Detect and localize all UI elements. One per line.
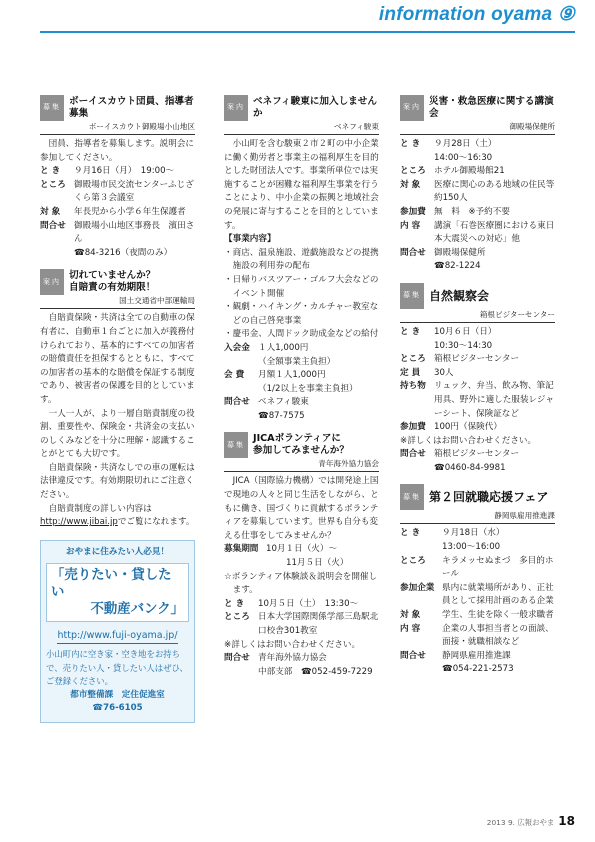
list-item: ・商店、温泉施設、遊戯施設などの提携施設の利用券の配布 (224, 247, 379, 272)
label-contact: 問合せ (224, 397, 250, 408)
value-contact: 箱根ビジターセンター (434, 449, 520, 460)
label-fee: 入会金 (224, 342, 250, 353)
article-header (40, 95, 195, 121)
value-when: 10月６日（日） (434, 326, 497, 337)
value-fee: １人1,000円 (258, 342, 309, 353)
article-title: 切れていませんか？ 自賠責の有効期限！ (69, 270, 156, 294)
footer-issue: 2013 9. 広報おやま (486, 818, 555, 827)
paragraph: 一人一人が、より一層自賠責制度の役割、重要性や、保険金・共済金の支払いのしくみなどを十分に理解・認識することがとても大切です。 (40, 408, 195, 460)
value-where: 日本大学国際関係学部三島駅北口校舎301教室 (258, 612, 379, 636)
value-when: ９月28日（土） (434, 139, 497, 149)
value-when: 10月５日（土） 13:30～ (258, 598, 359, 609)
category-tag: 案内 (400, 95, 424, 121)
column-middle (224, 95, 379, 688)
article-title: 災害・救急医療に関する講演会 (429, 96, 554, 119)
label-fee: 参加費 (400, 422, 426, 433)
value-period: 10月１日（火）～ (266, 544, 338, 555)
value-dues: 月額１人1,000円 (258, 370, 326, 381)
article-title: ベネフィ駿東に加入しませんか (253, 96, 377, 119)
article-organization: 静岡県雇用推進課 (400, 510, 555, 524)
paragraph-tail: でご覧になれます。 (117, 517, 195, 528)
value-contact: 御殿場保健所 (434, 247, 486, 258)
article-header (400, 484, 555, 510)
paragraph: 自賠責保険・共済は全ての自動車の保有者に、自動車１台ごとに加入が義務付けられており、基本的にすべての加害者の賠償責任を担保するとともに、すべての加害者の基本的な賠償を保証する制度であり、被害者の保護を目的としています。 (40, 313, 195, 405)
label-contact: 問合せ (40, 220, 66, 231)
paragraph: 自賠責制度の詳しい内容は (48, 503, 152, 514)
label-companies: 参加企業 (400, 582, 435, 593)
page-number: 18 (558, 814, 575, 828)
label-contact: 問合せ (400, 247, 426, 258)
value-target: 年長児から小学６年生保護者 (74, 206, 186, 217)
category-tag: 案内 (224, 95, 248, 121)
value-phone: ☎84-3216（夜間のみ） (74, 247, 173, 258)
article-jibai (40, 269, 195, 530)
article-organization: 国土交通省中部運輸局 (40, 295, 195, 309)
note: ※詳しくはお問い合わせください。 (400, 435, 537, 446)
list-item: ・慶弔金、人間ドック助成金などの給付 (224, 329, 379, 340)
article-intro: JICA（国際協力機構）では開発途上国で現地の人々と同じ生活をしながら、ともに働き、国づくりに貢献するボランティアを募集しています。世界も自分も変える仕事をしてみませんか？ (224, 476, 379, 541)
value-bring: リュック、弁当、飲み物、筆記用具、野外に適した服装レジャーシート、保険証など (434, 381, 554, 419)
article-header (400, 283, 555, 309)
note: ※詳しくはお問い合わせください。 (224, 639, 361, 650)
label-target: 対 象 (400, 179, 421, 190)
article-boy-scout (40, 95, 195, 260)
value-time: 13:00～16:00 (442, 542, 501, 553)
value-time: 14:00～16:30 (434, 152, 493, 163)
label-when: と き (40, 166, 61, 177)
value-when: ９月18日（水） (442, 528, 505, 539)
label-contact: 問合せ (400, 449, 426, 460)
article-header (224, 95, 379, 121)
value-companies: 県内に就業場所があり、正社員として採用計画のある企業 (442, 582, 554, 607)
value-target: 学生、生徒を除く一般求職者 (442, 610, 554, 621)
label-contact: 問合せ (224, 653, 250, 664)
section-heading: 【事業内容】 (224, 234, 276, 245)
promo-real-estate-bank (40, 540, 195, 723)
value-phone: ☎0460-84-9981 (434, 462, 506, 473)
label-target: 対 象 (400, 610, 421, 621)
article-job-fair (400, 484, 555, 677)
article-title: 第２回就職応援フェア (429, 490, 549, 505)
value-where: 箱根ビジターセンター (434, 354, 520, 365)
article-title: JICAボランティアに 参加してみませんか？ (253, 433, 349, 457)
label-content: 内 容 (400, 220, 421, 231)
article-header (224, 432, 379, 458)
value-period-end: 11月５日（火） (286, 558, 349, 569)
column-left (40, 95, 195, 723)
promo-department: 都市整備課 定住促進室 (70, 689, 165, 700)
value-contact: 青年海外協力協会 (258, 653, 327, 664)
promo-heading: おやまに住みたい人必見！ (65, 546, 170, 557)
article-intro: 団員、指導者を募集します。説明会に参加してください。 (40, 139, 195, 163)
label-dues: 会 費 (224, 370, 245, 381)
promo-title: 「売りたい・貸したい 不動産バンク」 (46, 563, 189, 622)
note: ☆ボランティア体験談＆説明会を開催します。 (224, 571, 378, 596)
value-phone: ☎82-1224 (434, 261, 481, 272)
label-where: ところ (224, 612, 250, 623)
label-where: ところ (400, 354, 426, 365)
article-organization: 青年海外協力協会 (224, 458, 379, 472)
article-disaster-lecture (400, 95, 555, 274)
category-tag: 募集 (224, 432, 248, 458)
value-contact: 御殿場小山地区事務長 濱田さん (74, 220, 195, 245)
category-tag: 募集 (400, 484, 424, 510)
value-capacity: 30人 (434, 367, 454, 378)
label-where: ところ (400, 555, 426, 566)
value-phone: ☎054-221-2573 (442, 664, 514, 675)
header-rule (40, 31, 575, 33)
promo-text: 小山町内に空き家・空き地をお持ちで、売りたい人・貸したい人はぜひ、ご登録ください。 (46, 649, 188, 687)
value-fee-note: （全額事業主負担） (258, 356, 336, 367)
label-target: 対 象 (40, 206, 61, 217)
value-content: 講演「石巻医療圏における東日本大震災への対応」他 (434, 220, 555, 245)
article-organization: 御殿場保健所 (400, 121, 555, 135)
value-phone: 中部支部 ☎052-459-7229 (258, 666, 373, 677)
value-contact: ベネフィ駿東 (258, 397, 309, 408)
article-benefit (224, 95, 379, 423)
category-tag: 募集 (40, 95, 64, 121)
promo-link[interactable]: http://www.fuji-oyama.jp/ (57, 629, 177, 644)
value-contact: 静岡県雇用推進課 (442, 650, 511, 661)
label-where: ところ (40, 179, 66, 190)
label-period: 募集期間 (224, 544, 259, 555)
value-fee: 無 料 ※予約不要 (434, 206, 510, 217)
list-item: ・日帰りバスツアー・ゴルフ大会などのイベント開催 (224, 274, 379, 299)
article-nature-walk (400, 283, 555, 476)
label-contact: 問合せ (400, 650, 426, 661)
article-jica (224, 432, 379, 679)
page-header-title: information oyama ⑨ (378, 4, 575, 25)
list-item: ・観劇・ハイキング・カルチャー教室などの自己啓発事業 (224, 302, 379, 326)
label-when: と き (400, 528, 421, 539)
article-organization: 箱根ビジターセンター (400, 309, 555, 323)
promo-phone: ☎76-6105 (92, 703, 143, 714)
value-fee: 100円（保険代） (434, 422, 502, 433)
column-right (400, 95, 555, 686)
article-header (40, 269, 195, 295)
value-time: 10:30～14:30 (434, 340, 493, 351)
article-title: 自然観察会 (429, 288, 490, 303)
label-fee: 参加費 (400, 206, 426, 217)
value-when: ９月16日（月） 19:00～ (74, 166, 175, 177)
value-phone: ☎87-7575 (258, 410, 305, 421)
label-content: 内 容 (400, 623, 421, 634)
article-organization: ベネフィ駿東 (224, 121, 379, 135)
category-tag: 募集 (400, 283, 424, 309)
label-when: と き (224, 598, 245, 609)
label-where: ところ (400, 166, 426, 177)
article-organization: ボーイスカウト御殿場小山地区 (40, 121, 195, 135)
value-dues-note: （1/2以上を事業主負担） (258, 383, 358, 394)
label-when: と き (400, 139, 421, 149)
article-intro: 小山町を含む駿東２市２町の中小企業に働く勤労者と事業主の福利厚生を目的とした財団法人です。事業所単位では実施することが困難な福利厚生事業を行うことにより、中小企業の振興と地域社会の発展に寄与することを目的としています。 (224, 139, 379, 231)
label-capacity: 定 員 (400, 367, 421, 378)
paragraph: 自賠責保険・共済なしでの車の運転は法律違反です。有効期限切れにご注意ください。 (40, 462, 195, 501)
label-when: と き (400, 326, 421, 337)
value-where: 御殿場市民交流センターふじざくら第３会議室 (74, 179, 194, 204)
value-target: 医療に関心のある地域の住民等約150人 (434, 179, 555, 204)
article-header (400, 95, 555, 121)
article-title: ボーイスカウト団員、指導者募集 (69, 96, 194, 119)
page-footer (487, 815, 575, 830)
jibai-link[interactable]: http://www.jibai.jp (40, 517, 118, 528)
value-where: キラメッセぬまづ 多目的ホール (442, 555, 554, 580)
category-tag: 案内 (40, 269, 64, 295)
label-bring: 持ち物 (400, 381, 426, 392)
value-where: ホテル御殿場館21 (434, 166, 505, 177)
value-content: 企業の人事担当者との面談、面接・就職相談など (442, 623, 554, 648)
